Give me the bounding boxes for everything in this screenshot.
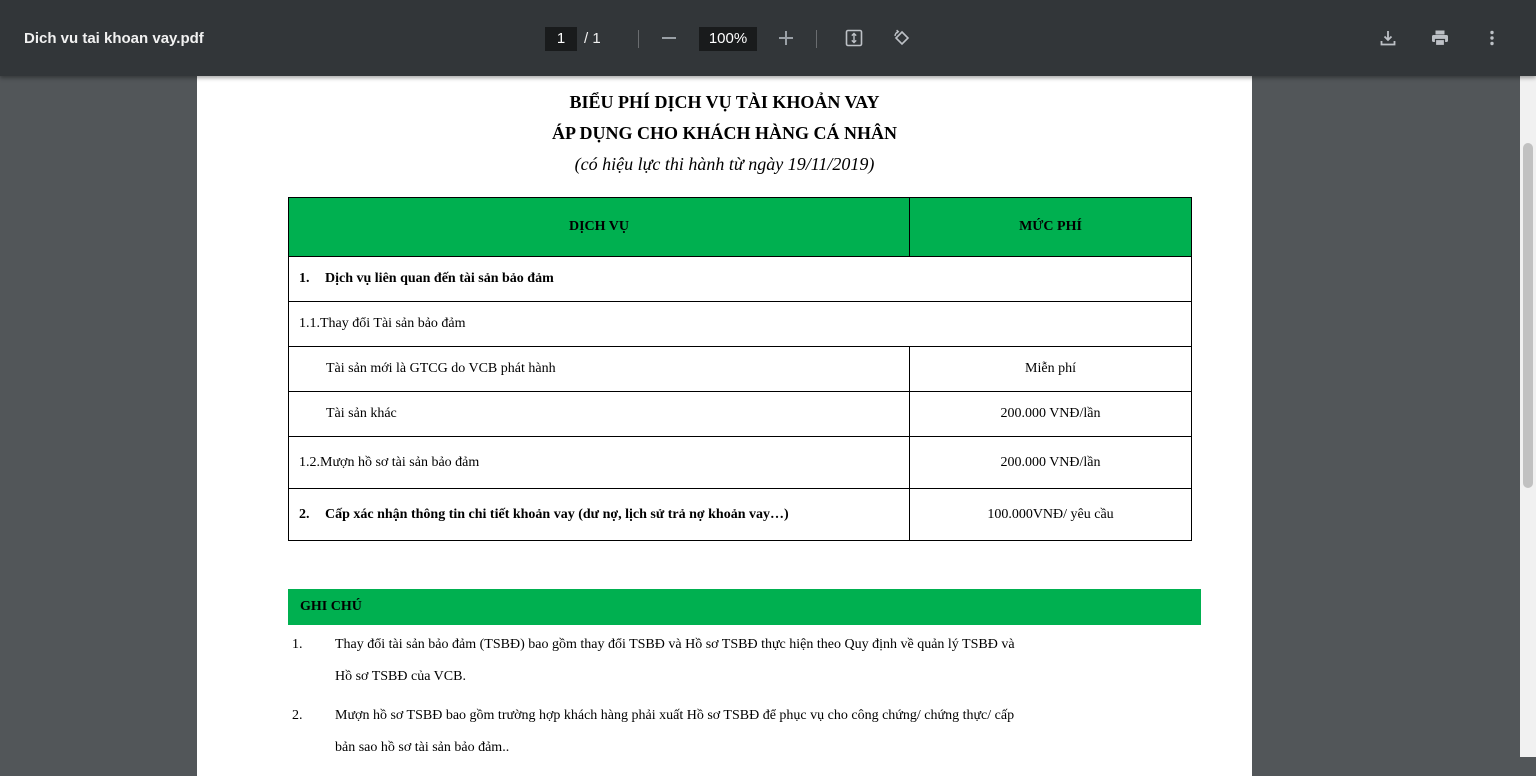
fee-cell: 100.000VNĐ/ yêu cầu (910, 489, 1192, 541)
document-title: Dich vu tai khoan vay.pdf (24, 30, 204, 47)
note-item (292, 629, 1197, 693)
fit-page-icon (844, 28, 864, 48)
document-heading: BIỂU PHÍ DỊCH VỤ TÀI KHOẢN VAY (569, 92, 880, 112)
service-cell: Tài sản khác (289, 392, 910, 437)
page-total: / 1 (584, 30, 601, 47)
fit-page-button[interactable] (840, 24, 868, 52)
section-number: 2. (299, 506, 310, 522)
page-number-input[interactable]: 1 (545, 27, 577, 51)
table-row (289, 392, 1192, 437)
header-fee: MỨC PHÍ (910, 198, 1192, 257)
fee-cell: 200.000 VNĐ/lần (910, 392, 1192, 437)
service-cell (289, 489, 910, 541)
table-header-row (289, 198, 1192, 257)
pdf-toolbar (0, 0, 1536, 76)
note-line: Hồ sơ TSBĐ của VCB. (335, 669, 466, 684)
rotate-icon (892, 28, 912, 48)
note-line: Mượn hồ sơ TSBĐ bao gồm trường hợp khách hàng phải xuất Hồ sơ TSBĐ để phục vụ cho công chứng/ chứng thực/ cấp (335, 708, 1015, 723)
section-number: 1. (299, 271, 310, 286)
row-1-1-cell: 1.1.Thay đổi Tài sản bảo đảm (289, 302, 1192, 347)
note-item (292, 700, 1197, 764)
section-1-cell (289, 257, 1192, 302)
effective-date: (có hiệu lực thi hành từ ngày 19/11/2019) (574, 154, 875, 174)
scrollbar-thumb[interactable] (1523, 143, 1533, 488)
note-number: 1. (292, 637, 303, 652)
print-button[interactable] (1426, 24, 1454, 52)
table-row (289, 489, 1192, 541)
service-cell: Tài sản mới là GTCG do VCB phát hành (289, 347, 910, 392)
minus-icon (659, 28, 679, 48)
zoom-input[interactable]: 100% (699, 27, 757, 51)
zoom-in-button[interactable] (772, 24, 800, 52)
table-row (289, 437, 1192, 489)
zoom-out-button[interactable] (655, 24, 683, 52)
header-service: DỊCH VỤ (289, 198, 910, 257)
notes-heading: GHI CHÚ (288, 589, 1201, 625)
fee-cell: 200.000 VNĐ/lần (910, 437, 1192, 489)
rotate-button[interactable] (888, 24, 916, 52)
pdf-page (197, 76, 1252, 776)
table-row (289, 257, 1192, 302)
download-button[interactable] (1374, 24, 1402, 52)
print-icon (1430, 28, 1450, 48)
note-line: bản sao hồ sơ tài sản bảo đảm.. (335, 740, 510, 755)
toolbar-divider (816, 30, 817, 48)
more-options-button[interactable] (1478, 24, 1506, 52)
document-subheading: ÁP DỤNG CHO KHÁCH HÀNG CÁ NHÂN (552, 123, 897, 143)
note-number: 2. (292, 708, 303, 723)
section-label: Cấp xác nhận thông tin chi tiết khoản vay (dư nợ, lịch sử trả nợ khoản vay…) (325, 506, 789, 522)
note-line: Thay đổi tài sản bảo đảm (TSBĐ) bao gồm thay đổi TSBĐ và Hồ sơ TSBĐ thực hiện theo Quy định về quản lý TSBĐ và (335, 637, 1015, 652)
table-row (289, 302, 1192, 347)
plus-icon (776, 28, 796, 48)
toolbar-divider (638, 30, 639, 48)
service-cell: 1.2.Mượn hồ sơ tài sản bảo đảm (289, 437, 910, 489)
section-label: Dịch vụ liên quan đến tài sản bảo đảm (325, 271, 554, 286)
fee-cell: Miễn phí (910, 347, 1192, 392)
download-icon (1378, 28, 1398, 48)
more-vert-icon (1482, 28, 1502, 48)
fee-table (288, 197, 1192, 541)
table-row (289, 347, 1192, 392)
